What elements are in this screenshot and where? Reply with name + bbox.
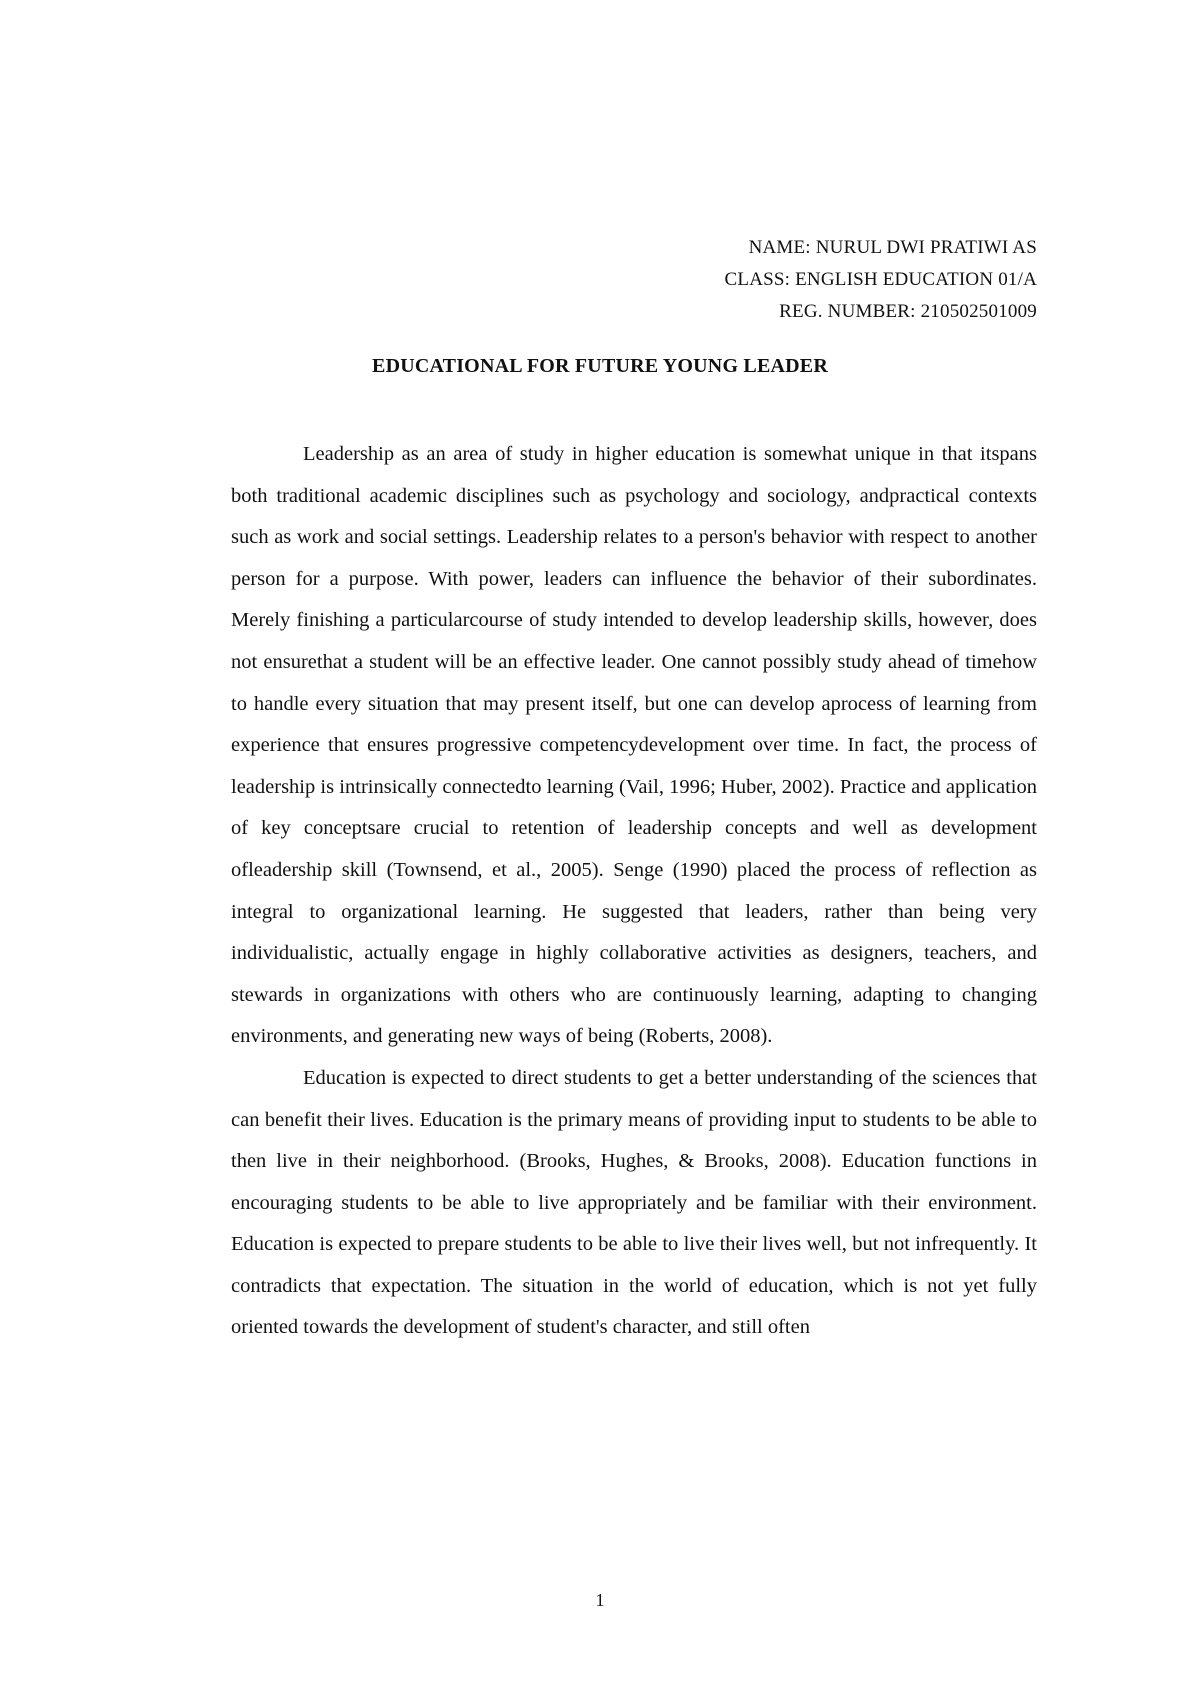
essay-body xyxy=(231,434,1037,1349)
registration-number: REG. NUMBER: 210502501009 xyxy=(779,301,1037,322)
paragraph-education: Education is expected to direct students to get a better understanding of the sciences that can benefit their lives. Education is the primary means of providing input to students to be able to then live in their neighborhood. (Brooks, Hughes, & Brooks, 2008). Education functions in encouraging students to be able to live appropriately and be familiar with their environment. Education is expected to prepare students to be able to live their lives well, but not infrequently. It contradicts that expectation. The situation in the world of education, which is not yet fully oriented towards the development of student's character, and still often xyxy=(231,1066,1037,1339)
student-name: NAME: NURUL DWI PRATIWI AS xyxy=(748,237,1037,258)
student-info-block xyxy=(725,232,1037,328)
paragraph-leadership: Leadership as an area of study in higher education is somewhat unique in that itspans both traditional academic disciplines such as psychology and sociology, andpractical contexts such as work and social settings. Leadership relates to a person's behavior with respect to another person for a purpose. With power, leaders can influence the behavior of their subordinates. Merely finishing a particularcourse of study intended to develop leadership skills, however, does not ensurethat a student will be an effective leader. One cannot possibly study ahead of timehow to handle every situation that may present itself, but one can develop aprocess of learning from experience that ensures progressive competencydevelopment over time. In fact, the process of leadership is intrinsically connectedto learning (Vail, 1996; Huber, 2002). Practice and application of key conceptsare crucial to retention of leadership concepts and well as development ofleadership skill (Townsend, et al., 2005). Senge (1990) placed the process of reflection as integral to organizational learning. He suggested that leaders, rather than being very individualistic, actually engage in highly collaborative activities as designers, teachers, and stewards in organizations with others who are continuously learning, adapting to changing environments, and generating new ways of being (Roberts, 2008). xyxy=(231,443,1037,1048)
document-title: EDUCATIONAL FOR FUTURE YOUNG LEADER xyxy=(372,355,828,377)
student-class: CLASS: ENGLISH EDUCATION 01/A xyxy=(724,269,1037,290)
page-number: 1 xyxy=(595,1590,605,1610)
